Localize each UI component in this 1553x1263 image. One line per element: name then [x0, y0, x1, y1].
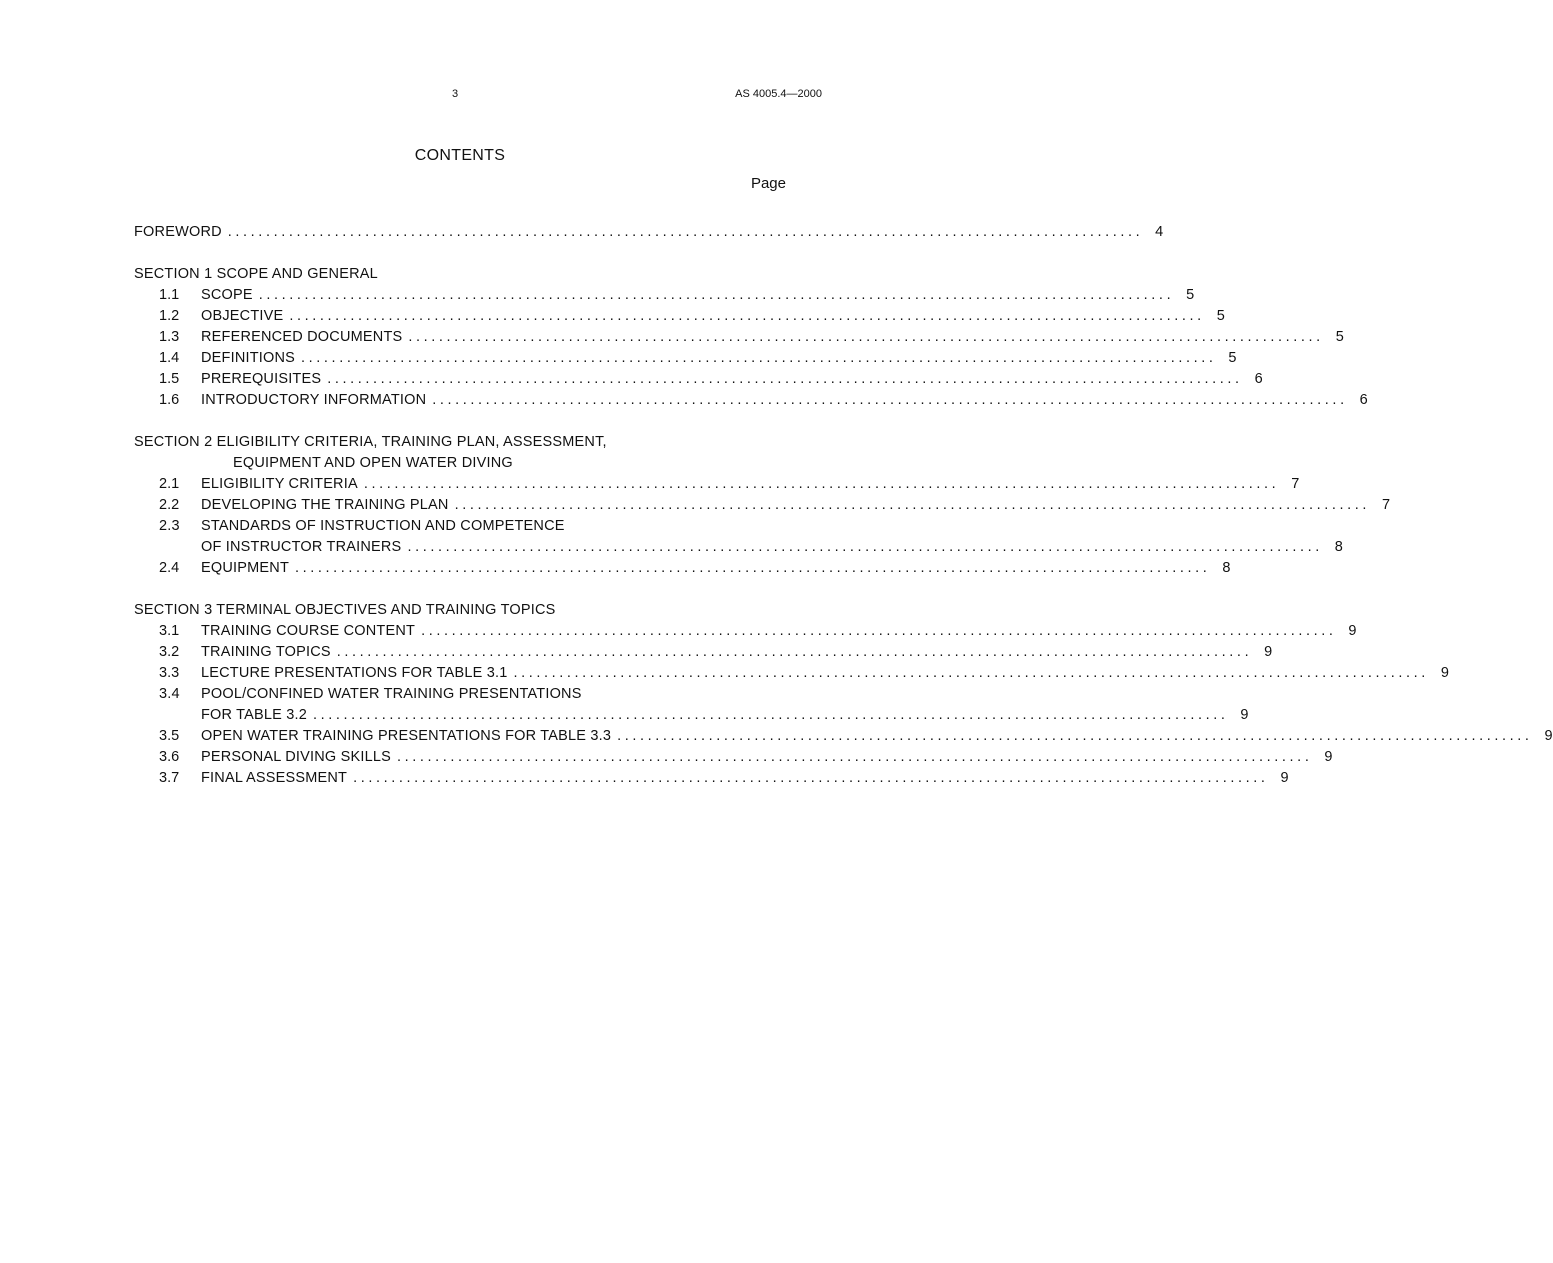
section-heading[interactable]: SECTION 1 SCOPE AND GENERAL — [134, 266, 378, 282]
toc-entry-label: FOREWORD — [134, 224, 222, 240]
section-spacer — [134, 411, 786, 432]
toc-entry-label: INTRODUCTORY INFORMATION — [201, 392, 427, 408]
section-spacer — [134, 243, 786, 264]
toc-page-number: 9 — [1264, 644, 1273, 660]
dot-leader: ........................................................................................................................ — [336, 644, 1253, 660]
dot-leader: ........................................................................................................................ — [432, 392, 1348, 408]
dot-leader: ........................................................................................................................ — [421, 623, 1337, 639]
toc-entry-number: 3.3 — [159, 665, 180, 681]
toc-entry[interactable] — [134, 390, 1368, 411]
toc-page-number: 9 — [1348, 623, 1357, 639]
toc-page-number: 8 — [1222, 560, 1231, 576]
toc-page-number: 5 — [1216, 308, 1225, 324]
toc-entry-label: OBJECTIVE — [201, 308, 284, 324]
section-heading[interactable]: SECTION 2 ELIGIBILITY CRITERIA, TRAINING PLAN, ASSESSMENT, — [134, 434, 607, 450]
dot-leader: ........................................................................................................................ — [397, 749, 1313, 765]
toc-entry-number: 1.3 — [159, 329, 180, 345]
dot-leader: ........................................................................................................................ — [513, 665, 1429, 681]
toc-entry[interactable] — [134, 747, 1333, 768]
toc-entry[interactable] — [134, 621, 1357, 642]
toc-entry[interactable] — [134, 705, 1249, 726]
toc-page-number: 9 — [1440, 665, 1449, 681]
toc-entry[interactable] — [134, 768, 1289, 789]
toc-entry-label: STANDARDS OF INSTRUCTION AND COMPETENCE — [201, 518, 565, 534]
toc-entry-label: PERSONAL DIVING SKILLS — [201, 749, 392, 765]
dot-leader: ........................................................................................................................ — [301, 350, 1217, 366]
toc-page-number: 6 — [1254, 371, 1263, 387]
toc-entry[interactable] — [134, 558, 1231, 579]
toc-page-number: 7 — [1291, 476, 1300, 492]
page-title: CONTENTS — [414, 147, 506, 164]
toc-entry-foreword[interactable] — [134, 222, 1164, 243]
toc-entry[interactable] — [134, 516, 786, 537]
section-heading[interactable]: EQUIPMENT AND OPEN WATER DIVING — [233, 455, 513, 471]
toc-entry-label: DEVELOPING THE TRAINING PLAN — [201, 497, 449, 513]
toc-entry-number: 3.7 — [159, 770, 180, 786]
toc-entry-number: 3.4 — [159, 686, 180, 702]
toc-entry-label: FOR TABLE 3.2 — [201, 707, 308, 723]
toc-entry-label: TRAINING COURSE CONTENT — [201, 623, 416, 639]
toc-entry-label: EQUIPMENT — [201, 560, 289, 576]
toc-entry[interactable] — [134, 327, 1344, 348]
toc-entry-label: POOL/CONFINED WATER TRAINING PRESENTATIONS — [201, 686, 582, 702]
toc-entry-label: LECTURE PRESENTATIONS FOR TABLE 3.1 — [201, 665, 508, 681]
toc-entry-number: 1.6 — [159, 392, 180, 408]
toc-entry[interactable] — [134, 537, 1343, 558]
section-heading[interactable]: SECTION 3 TERMINAL OBJECTIVES AND TRAINING TOPICS — [134, 602, 556, 618]
toc-page-number: 9 — [1324, 749, 1333, 765]
header-standard-number: AS 4005.4—2000 — [735, 88, 822, 100]
toc-entry-number: 3.2 — [159, 644, 180, 660]
toc-entry[interactable] — [134, 369, 1263, 390]
toc-entry[interactable] — [134, 474, 1300, 495]
toc-page-number: 6 — [1359, 392, 1368, 408]
toc-entry-label: TRAINING TOPICS — [201, 644, 331, 660]
toc-page-number: 9 — [1280, 770, 1289, 786]
toc-page-number: 5 — [1228, 350, 1237, 366]
toc-entry-label: SCOPE — [201, 287, 253, 303]
toc-entry[interactable] — [134, 726, 1553, 747]
toc-entry-number: 3.5 — [159, 728, 180, 744]
toc-entry-label: FINAL ASSESSMENT — [201, 770, 348, 786]
toc-page-number: 4 — [1155, 224, 1164, 240]
toc-entry-number: 1.2 — [159, 308, 180, 324]
toc-entry-number: 2.1 — [159, 476, 180, 492]
dot-leader: ........................................................................................................................ — [258, 287, 1175, 303]
toc-page-number: 5 — [1186, 287, 1195, 303]
dot-leader: ........................................................................................................................ — [327, 371, 1243, 387]
dot-leader: ........................................................................................................................ — [408, 329, 1324, 345]
dot-leader: ........................................................................................................................ — [617, 728, 1533, 744]
dot-leader: ........................................................................................................................ — [227, 224, 1144, 240]
toc-entry[interactable] — [134, 663, 1449, 684]
toc-entry[interactable] — [134, 285, 1195, 306]
toc-entry-number: 2.4 — [159, 560, 180, 576]
dot-leader: ........................................................................................................................ — [295, 560, 1211, 576]
dot-leader: ........................................................................................................................ — [454, 497, 1371, 513]
toc-entry-label: REFERENCED DOCUMENTS — [201, 329, 403, 345]
toc-entry[interactable] — [134, 495, 1391, 516]
dot-leader: ........................................................................................................................ — [289, 308, 1205, 324]
toc-page-number: 8 — [1334, 539, 1343, 555]
toc-page-number: 5 — [1335, 329, 1344, 345]
dot-leader: ........................................................................................................................ — [353, 770, 1269, 786]
toc-entry-number: 3.1 — [159, 623, 180, 639]
page-column-label: Page — [750, 175, 786, 192]
dot-leader: ........................................................................................................................ — [313, 707, 1229, 723]
toc-entry[interactable] — [134, 642, 1273, 663]
toc-page-number: 9 — [1544, 728, 1553, 744]
toc-page-number: 7 — [1381, 497, 1391, 513]
dot-leader: ........................................................................................................................ — [407, 539, 1323, 555]
toc-entry-label: PREREQUISITES — [201, 371, 322, 387]
toc-page-number: 9 — [1240, 707, 1249, 723]
dot-leader: ........................................................................................................................ — [363, 476, 1280, 492]
toc-entry[interactable] — [134, 348, 1237, 369]
toc-entry-number: 1.1 — [159, 287, 180, 303]
table-of-contents — [134, 222, 1553, 789]
toc-entry-number: 1.4 — [159, 350, 180, 366]
toc-sections — [134, 243, 1553, 789]
toc-entry-label: DEFINITIONS — [201, 350, 296, 366]
section-spacer — [134, 579, 786, 600]
toc-entry-label: OPEN WATER TRAINING PRESENTATIONS FOR TABLE 3.3 — [201, 728, 612, 744]
header-page-number: 3 — [452, 88, 459, 100]
toc-entry[interactable] — [134, 306, 1225, 327]
toc-entry-label: OF INSTRUCTOR TRAINERS — [201, 539, 402, 555]
toc-entry-number: 1.5 — [159, 371, 180, 387]
toc-entry-label: ELIGIBILITY CRITERIA — [201, 476, 358, 492]
toc-entry-number: 2.2 — [159, 497, 180, 513]
toc-entry-number: 3.6 — [159, 749, 180, 765]
toc-entry[interactable] — [134, 684, 786, 705]
toc-entry-number: 2.3 — [159, 518, 180, 534]
